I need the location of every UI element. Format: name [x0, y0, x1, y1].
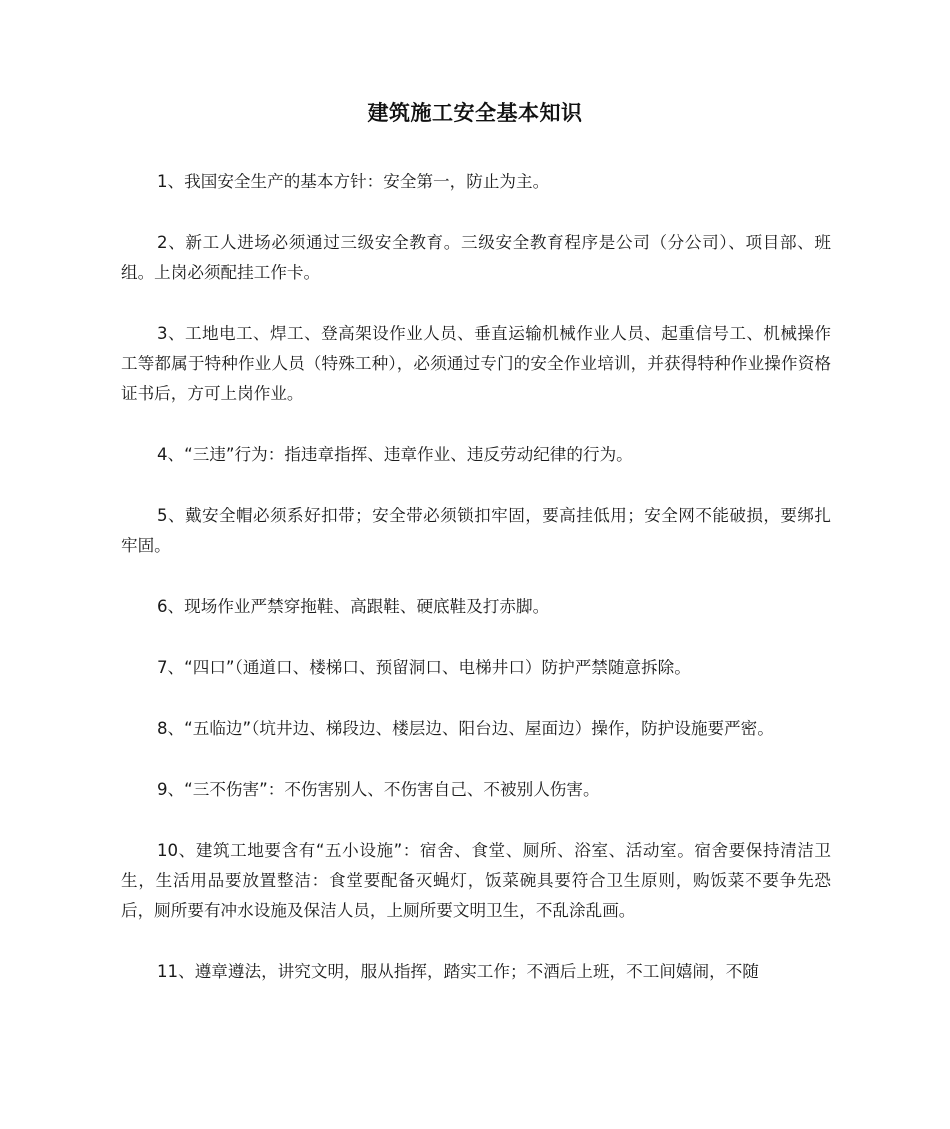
paragraph-8: 8、“五临边”（坑井边、梯段边、楼层边、阳台边、屋面边）操作，防护设施要严密。 [157, 719, 774, 738]
paragraph-2: 2、新工人进场必须通过三级安全教育。三级安全教育程序是公司（分公司）、项目部、班组。上岗必须配挂工作卡。 [121, 233, 831, 282]
document-body [121, 167, 831, 1018]
paragraph-7: 7、“四口”（通道口、楼梯口、预留洞口、电梯井口）防护严禁随意拆除。 [157, 658, 691, 677]
paragraph-3: 3、工地电工、焊工、登高架设作业人员、垂直运输机械作业人员、起重信号工、机械操作工等都属于特种作业人员（特殊工种），必须通过专门的安全作业培训，并获得特种作业操作资格证书后，方可上岗作业。 [121, 324, 831, 403]
paragraph-1: 1、我国安全生产的基本方针：安全第一，防止为主。 [157, 172, 550, 191]
paragraph-5: 5、戴安全帽必须系好扣带；安全带必须锁扣牢固，要高挂低用；安全网不能破损，要绑扎牢固。 [121, 506, 831, 555]
paragraph-9: 9、“三不伤害”：不伤害别人、不伤害自己、不被别人伤害。 [157, 780, 600, 799]
paragraph-4: 4、“三违”行为：指违章指挥、违章作业、违反劳动纪律的行为。 [157, 445, 633, 464]
page-title: 建筑施工安全基本知识 [367, 101, 583, 125]
paragraph-11: 11、遵章遵法，讲究文明，服从指挥，踏实工作；不酒后上班，不工间嬉闹，不随 [157, 962, 759, 981]
paragraph-10: 10、建筑工地要含有“五小设施”：宿舍、食堂、厕所、浴室、活动室。宿舍要保持清洁卫生，生活用品要放置整洁：食堂要配备灭蝇灯，饭菜碗具要符合卫生原则，购饭菜不要争先恐后，厕所要有冲水设施及保洁人员，上厕所要文明卫生，不乱涂乱画。 [121, 841, 831, 920]
paragraph-6: 6、现场作业严禁穿拖鞋、高跟鞋、硬底鞋及打赤脚。 [157, 597, 550, 616]
